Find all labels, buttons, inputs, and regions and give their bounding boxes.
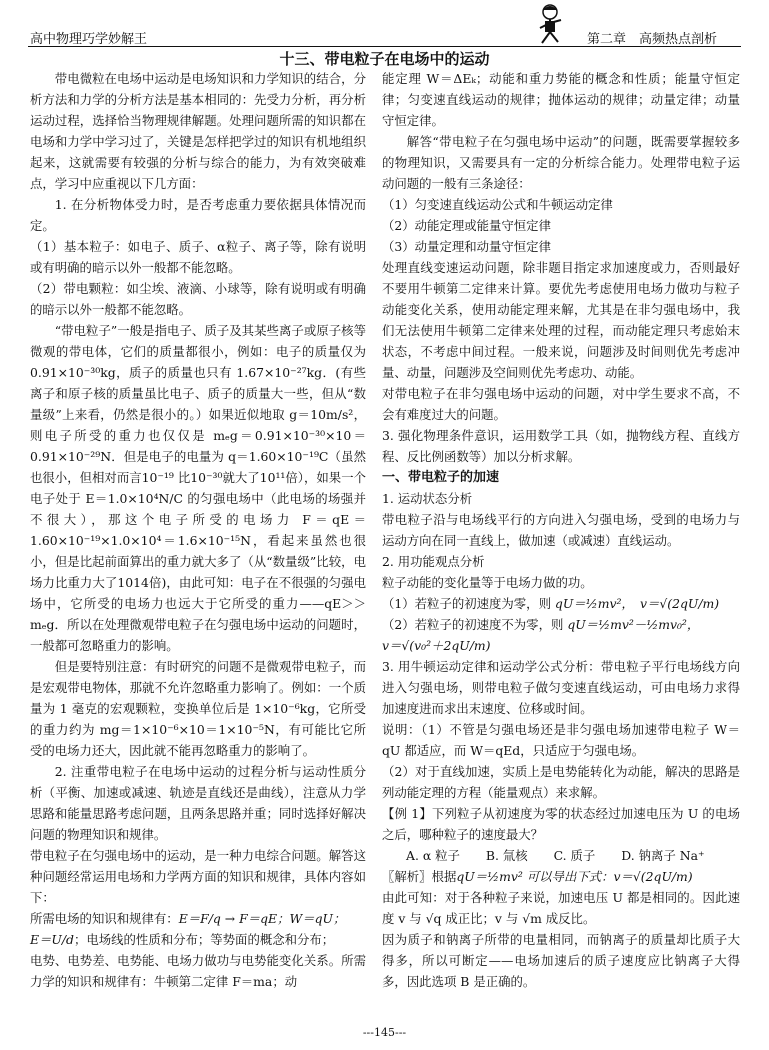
list-item: （2）动能定理或能量守恒定律 <box>382 218 551 233</box>
page-title: 十三、带电粒子在电场中的运动 <box>279 50 490 68</box>
formula-line <box>30 908 366 929</box>
left-column <box>30 68 366 992</box>
text: （1）若粒子的初速度为零，则 <box>382 596 551 611</box>
paragraph: 粒子动能的变化量等于电场力做的功。 <box>382 575 593 590</box>
text: ；电场线的性质和分布；等势面的概念和分布； <box>73 932 335 947</box>
paragraph: 3. 强化物理条件意识，运用数学工具（如，抛物线方程、直线方程、反比例函数等）加以分析求解。 <box>382 428 740 464</box>
paragraph: “带电粒子”一般是指电子、质子及其某些离子或原子核等微观的带电体，它们的质量都很小，例如：电子的质量仅为 0.91×10⁻³⁰kg，质子的质量也只有 1.67×10⁻²⁷kg．(有些离子和原子核的质量虽比电子、质子的质量大一些，但从“数量级”上来看，仍然是很小的。）如果近似地取 g＝10m/s²，则电子所受的重力也仅仅是 mₑg＝0.91×10⁻³⁰×10＝0.91×10⁻²⁹N．但是电子的电量为 q＝1.60×10⁻¹⁹C（虽然也很小，但相对而言10⁻¹⁹ 比10⁻³⁰就大了10¹¹倍），如果一个电子处于 E＝1.0×10⁴N/C 的匀强电场中（此电场的场强并不很大），那这个电子所受的电场力 F＝qE＝1.60×10⁻¹⁹×1.0×10⁴＝1.6×10⁻¹⁵N，看起来虽然也很小，但是比起前面算出的重力就大多了（从“数量级”比较，电场力比重力大了1014倍)，由此可知：电子在不很强的匀强电场中，它所受的电场力也远大于它所受的重力——qE＞＞mₑg．所以在处理微观带电粒子在匀强电场中运动的问题时，一般都可忽略重力的影响。 <box>30 323 366 653</box>
formula: E＝F/q → F＝qE；W＝qU； <box>178 911 346 926</box>
text: 所需电场的知识和规律有： <box>30 911 179 926</box>
paragraph: 电势、电势差、电势能、电场力做功与电势能变化关系。所需力学的知识和规律有：牛顿第二定律 F＝ma；动 <box>30 953 366 989</box>
paragraph: （2）对于直线加速，实质上是电势能转化为动能，解决的思路是列动能定理的方程（能量观点）来求解。 <box>382 764 740 800</box>
paragraph: （1）基本粒子：如电子、质子、α粒子、离子等，除有说明或有明确的暗示以外一般都不能忽略。 <box>30 239 366 275</box>
subheading: 1. 运动状态分析 <box>382 491 473 506</box>
list-item: （3）动量定理和动量守恒定律 <box>382 239 551 254</box>
formula: E＝U/d <box>30 932 74 947</box>
section-heading: 一、带电粒子的加速 <box>382 470 500 485</box>
paragraph: 3. 用牛顿运动定律和运动学公式分析：带电粒子平行电场线方向进入匀强电场，则带电粒子做匀变速直线运动，可由电场力求得加速度进而求出末速度、位移或时间。 <box>382 659 740 716</box>
paragraph: 因为质子和钠离子所带的电量相同，而钠离子的质量却比质子大得多，所以可断定——电场加速后的质子速度应比钠离子大得多，因此选项 B 是正确的。 <box>382 932 740 989</box>
subheading: 2. 用功能观点分析 <box>382 554 485 569</box>
formula-line <box>382 866 740 887</box>
paragraph: 对带电粒子在非匀强电场中运动的问题，对中学生要求不高，不会有难度过大的问题。 <box>382 386 740 422</box>
option-d: D. 钠离子 Na⁺ <box>621 848 705 863</box>
paragraph: 解答“带电粒子在匀强电场中运动”的问题，既需要掌握较多的物理知识，又需要具有一定的分析综合能力。处理带电粒子运动问题的一般有三条途径： <box>382 134 740 191</box>
formula: qU＝½mv²－½mv₀²， <box>567 617 700 632</box>
formula: v＝√(v₀²＋2qU/m) <box>382 638 491 653</box>
chapter-title: 第二章 高频热点剖析 <box>586 32 717 47</box>
formula-line <box>382 614 740 635</box>
paragraph: 带电微粒在电场中运动是电场知识和力学知识的结合，分析方法和力学的分析方法是基本相同的：先受力分析，再分析运动过程，选择恰当物理规律解题。处理问题所需的知识都在电场和力学中学习过了，关键是怎样把学过的知识有机地组织起来，这就需要有较强的分析与综合的能力，为有效突破难点，学习中应重视以下几方面： <box>30 71 366 191</box>
page-number: ---145--- <box>362 1026 407 1039</box>
page-header <box>0 0 769 50</box>
text: （2）若粒子的初速度不为零，则 <box>382 617 564 632</box>
formula-line <box>382 593 740 614</box>
option-b: B. 氚核 <box>485 848 528 863</box>
paragraph: 处理直线变速运动问题，除非题目指定求加速度或力，否则最好不要用牛顿第二定律来计算。要优先考虑使用电场力做功与粒子动能变化关系，使用动能定理来解，尤其是在非匀强电场中，我们无法使用牛顿第二定律来处理的过程，而动能定理只考虑始末状态，不考虑中间过程。一般来说，问题涉及时间则优先考虑冲量、动量，问题涉及空间则优先考虑功、动能。 <box>382 260 740 380</box>
paragraph: 2. 注重带电粒子在电场中运动的过程分析与运动性质分析（平衡、加速或减速、轨迹是直线还是曲线），注意从力学思路和能量思路考虑问题，且两条思路并重；同时选择好解决问题的物理知识和规律。 <box>30 764 366 842</box>
formula: qU＝½mv² 可以导出下式：v＝√(2qU/m) <box>456 869 693 884</box>
paragraph: 1. 在分析物体受力时，是否考虑重力要依据具体情况而定。 <box>30 197 366 233</box>
right-column <box>382 68 740 992</box>
formula-line <box>30 929 366 950</box>
cartoon-mascot-icon <box>528 2 572 46</box>
paragraph: 由此可知：对于各种粒子来说，加速电压 U 都是相同的。因此速度 v 与 √q 成正比；v 与 √m 成反比。 <box>382 890 740 926</box>
paragraph: 能定理 W＝ΔEₖ；动能和重力势能的概念和性质；能量守恒定律；匀变速直线运动的规律；抛体运动的规律；动量定律；动量守恒定律。 <box>382 71 740 128</box>
answer-options <box>382 845 740 866</box>
option-c: C. 质子 <box>553 848 596 863</box>
text: 〖解析〗根据 <box>382 869 457 884</box>
paragraph: 说明：（1）不管是匀强电场还是非匀强电场加速带电粒子 W＝qU 都适应，而 W＝qEd，只适应于匀强电场。 <box>382 722 740 758</box>
paragraph: （2）带电颗粒：如尘埃、液滴、小球等，除有说明或有明确的暗示以外一般都不能忽略。 <box>30 281 366 317</box>
paragraph: 但是要特别注意：有时研究的问题不是微观带电粒子，而是宏观带电物体，那就不允许忽略重力影响了。例如：一个质量为 1 毫克的宏观颗粒，变换单位后是 1×10⁻⁶kg，它所受的重力约为 mg＝1×10⁻⁶×10＝1×10⁻⁵N，有可能比它所受的电场力还大，因此就不能再忽略重力的影响了。 <box>30 659 366 758</box>
paragraph: 带电粒子在匀强电场中的运动，是一种力电综合问题。解答这种问题经常运用电场和力学两方面的知识和规律，具体内容如下： <box>30 848 366 905</box>
book-title: 高中物理巧学妙解王 <box>30 32 148 47</box>
header-rule <box>28 46 741 47</box>
option-a: A. α 粒子 <box>406 848 460 863</box>
example-question: 【例 1】下列粒子从初速度为零的状态经过加速电压为 U 的电场之后，哪种粒子的速度最大？ <box>382 806 740 842</box>
formula: qU＝½mv²， v＝√(2qU/m) <box>554 596 720 611</box>
list-item: （1）匀变速直线运动公式和牛顿运动定律 <box>382 197 613 212</box>
paragraph: 带电粒子沿与电场线平行的方向进入匀强电场，受到的电场力与运动方向在同一直线上，做加速（或减速）直线运动。 <box>382 512 740 548</box>
